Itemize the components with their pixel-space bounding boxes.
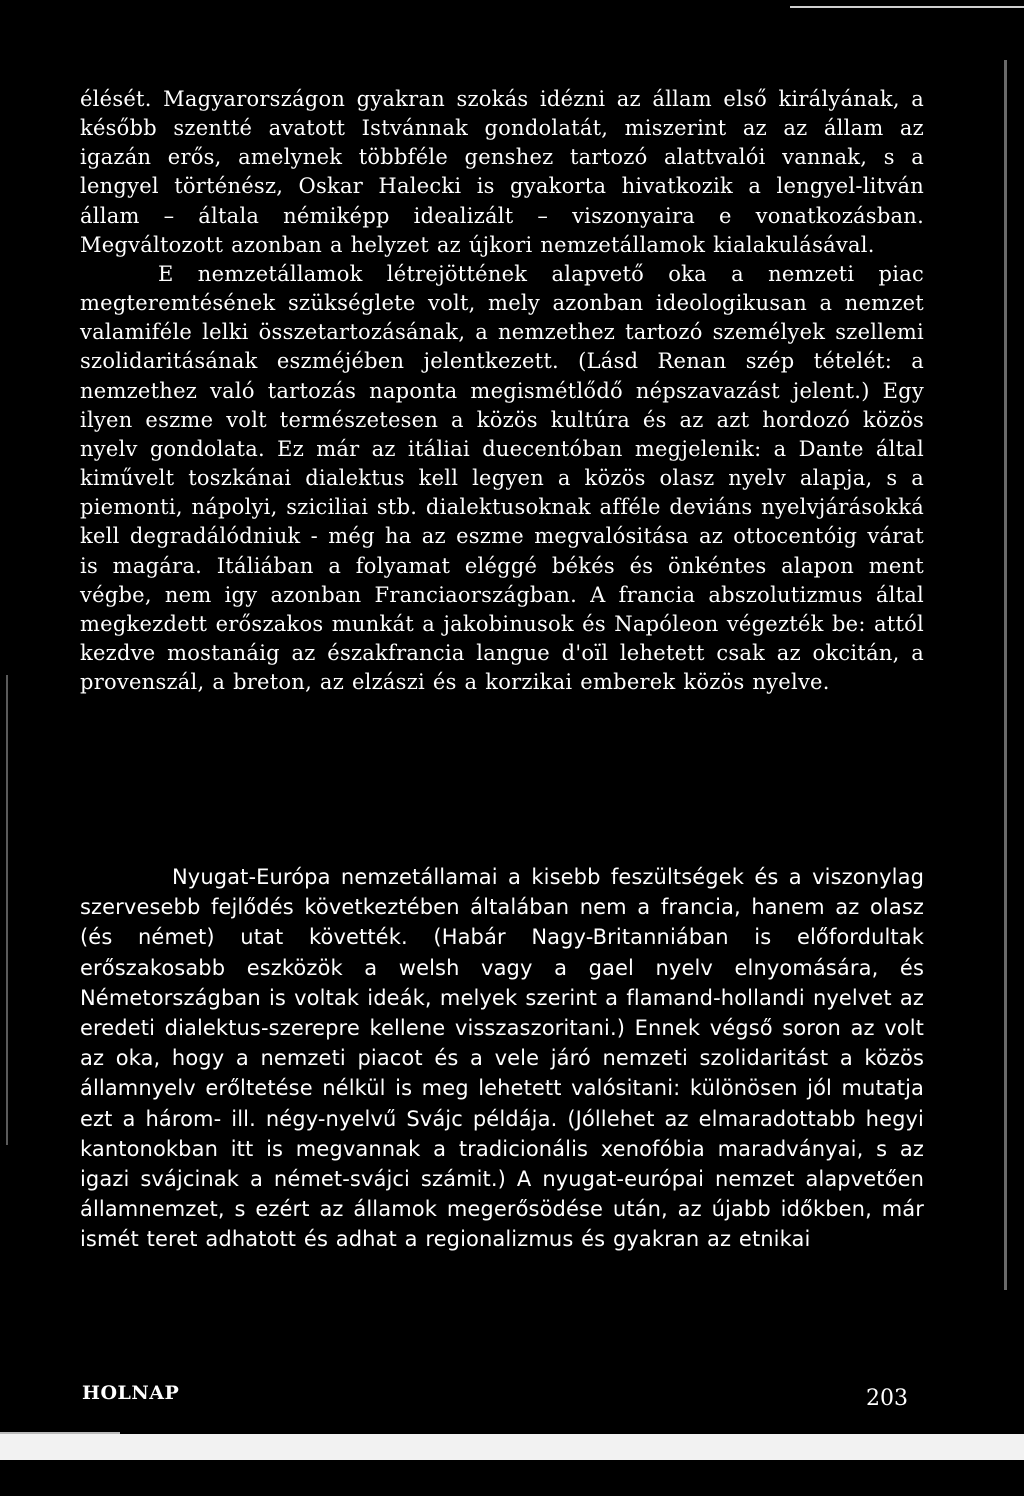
magazine-name: HOLNAP	[82, 1382, 180, 1404]
paragraph-2: E nemzetállamok létrejöttének alapvető oka a nemzeti piac megteremtésének szükséglete volt, mely azonban ideologikusan a nemzet valamiféle lelki összetartozásának, a nemzethez tartozó személyek szellemi szolidaritásának eszméjében jelentkezett. (Lásd Renan szép tételét: a nemzethez való tartozás naponta megismétlődő népszavazást jelent.) Egy ilyen eszme volt természetesen a közös kultúra és az azt hordozó közös nyelv gondolata. Ez már az itáliai duecentóban megjelenik: a Dante által kiművelt toszkánai dialektus kell legyen a közös olasz nyelv alapja, s a piemonti, nápolyi, sziciliai stb. dialektusoknak afféle deviáns nyelvjárásokká kell degradálódniuk - még ha az eszme megvalósitása az ottocentóig várat is magára. Itáliában a folyamat eléggé békés és önkéntes alapon ment végbe, nem igy azonban Franciaországban. A francia abszolutizmus által megkezdett erőszakos munkát a jakobinusok és Napóleon végezték be: attól kezdve mostanáig az északfrancia langue d'oïl lehetett csak az okcitán, a provenszál, a breton, az elzászi és a korzikai emberek közös nyelve.	[80, 261, 924, 695]
body-text-lower	[80, 862, 924, 1255]
bottom-scan-edge	[0, 1434, 1024, 1460]
left-margin-rule	[6, 675, 8, 1145]
paragraph-1: élését. Magyarországon gyakran szokás idézni az állam első királyának, a később szentté avatott Istvánnak gondolatát, miszerint az az állam az igazán erős, amelynek többféle genshez tartozó alattvalói vannak, s a lengyel történész, Oskar Halecki is gyakorta hivatkozik a lengyel-litván állam – általa némiképp idealizált – viszonyaira e vonatkozásban. Megváltozott azonban a helyzet az újkori nemzetállamok kialakulásával.	[80, 87, 924, 257]
body-text-upper	[80, 85, 924, 697]
right-margin-rule	[1004, 60, 1007, 1290]
page-number: 203	[866, 1386, 908, 1411]
paragraph-3: Nyugat-Európa nemzetállamai a kisebb feszültségek és a viszonylag szervesebb fejlődés következtében általában nem a francia, hanem az olasz (és német) utat követték. (Habár Nagy-Britanniában is előfordultak erőszakosabb eszközök a welsh vagy a gael nyelv elnyomására, és Németországban is voltak ideák, melyek szerint a flamand-hollandi nyelvet az eredeti dialektus-szerepre kellene visszaszoritani.) Ennek végső soron az volt az oka, hogy a nemzeti piacot és a vele járó nemzeti szolidaritást a közös államnyelv erőltetése nélkül is meg lehetett valósitani: különösen jól mutatja ezt a három- ill. négy-nyelvű Svájc példája. (Jóllehet az elmaradottabb hegyi kantonokban itt is megvannak a tradicionális xenofóbia maradványai, s az igazi svájcinak a német-svájci számit.) A nyugat-európai nemzet alapvetően államnemzet, s ezért az államok megerősödése után, az újabb időkben, már ismét teret adhatott és adhat a regionalizmus és gyakran az etnikai	[80, 865, 924, 1252]
top-edge-rule	[790, 6, 1024, 8]
